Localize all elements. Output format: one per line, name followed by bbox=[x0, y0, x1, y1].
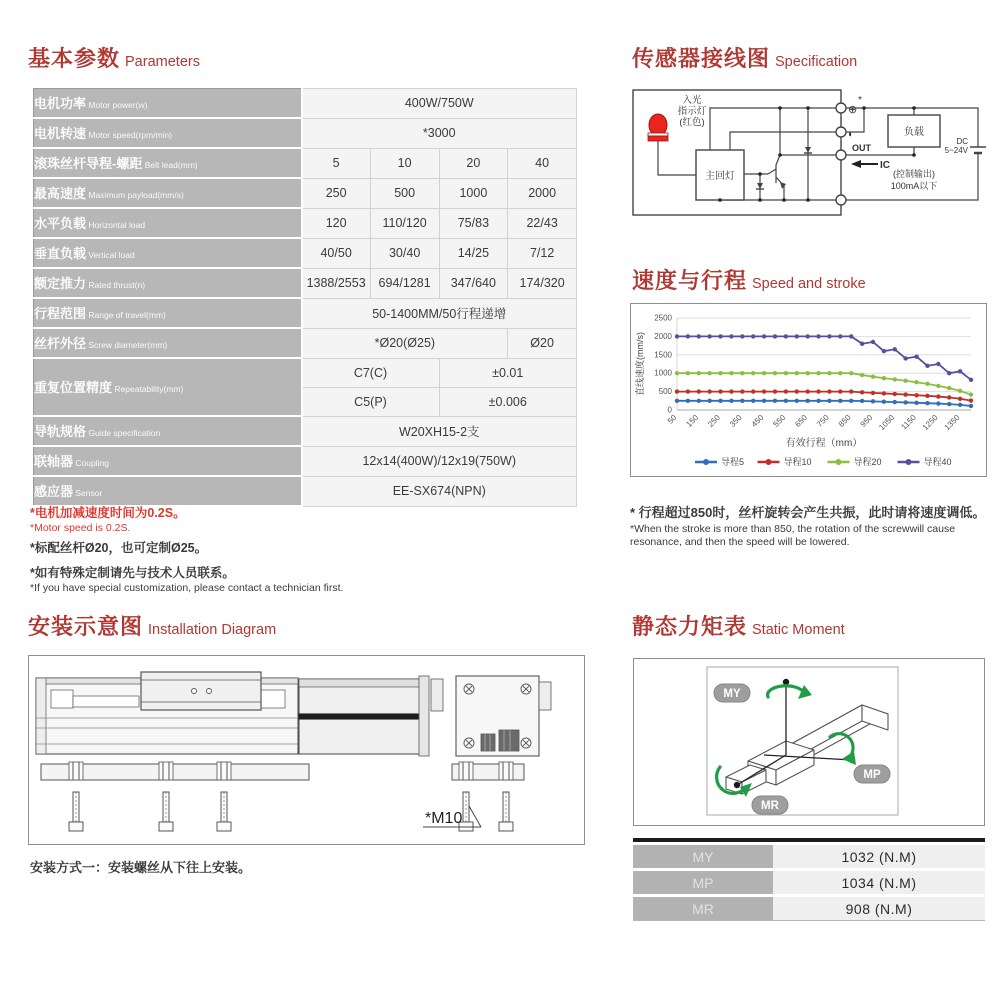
param-cell: 400W/750W bbox=[302, 89, 577, 119]
ic-label: IC bbox=[880, 160, 890, 171]
svg-text:850: 850 bbox=[836, 413, 853, 429]
my-pill-label: MY bbox=[723, 688, 741, 700]
actuator-side-view bbox=[36, 672, 443, 756]
param-cell: 120 bbox=[302, 208, 371, 238]
param-cell: 347/640 bbox=[439, 268, 508, 298]
svg-text:导程20: 导程20 bbox=[853, 457, 882, 467]
wiring-junction-dots bbox=[718, 106, 916, 202]
wiring-title-en: Specification bbox=[775, 54, 858, 70]
svg-text:750: 750 bbox=[815, 413, 831, 429]
param-cell: 40/50 bbox=[302, 238, 371, 268]
installation-section-header bbox=[28, 610, 276, 641]
svg-text:1350: 1350 bbox=[942, 413, 962, 432]
speed-note-en: *When the stroke is more than 850, the rotation of the screwwill cause resonance, and then the speed will be lowered. bbox=[630, 523, 956, 549]
out-label: OUT bbox=[852, 143, 871, 153]
param-row-label: 重复位置精度 Repeatability(mm) bbox=[34, 358, 302, 416]
param-row-label: 水平负载 Horizontal load bbox=[34, 208, 302, 238]
param-cell: 174/320 bbox=[508, 268, 577, 298]
terminal-minus-symbol: ◐ bbox=[848, 129, 855, 140]
speed-stroke-chart-box bbox=[630, 303, 987, 477]
param-cell: 250 bbox=[302, 178, 371, 208]
moment-section-header bbox=[632, 610, 845, 641]
moment-row-name: MP bbox=[633, 871, 773, 894]
param-cell: C7(C) bbox=[302, 358, 440, 387]
led-indicator-icon bbox=[648, 114, 668, 141]
ic-arrow-icon bbox=[851, 160, 878, 168]
moment-title-zh: 静态力矩表 bbox=[632, 614, 748, 639]
param-cell: ±0.006 bbox=[439, 387, 577, 416]
param-row-label: 联轴器 Coupling bbox=[34, 446, 302, 476]
param-cell: 500 bbox=[370, 178, 439, 208]
wiring-section-header bbox=[632, 42, 857, 73]
main-circuit-label: 主回灯 bbox=[705, 171, 735, 182]
param-cell: 110/120 bbox=[370, 208, 439, 238]
parameters-notes bbox=[30, 506, 590, 595]
moment-row-value: 1032 (N.M) bbox=[773, 845, 985, 868]
speed-note-zh: * 行程超过850时，丝杆旋转会产生共振，此时请将速度调低。 bbox=[630, 505, 986, 520]
param-row-label: 感应器 Sensor bbox=[34, 476, 302, 506]
parameters-table-body bbox=[34, 89, 577, 507]
control-output-line1: (控制输出) bbox=[893, 169, 935, 179]
param-row-label: 额定推力 Rated thrust(n) bbox=[34, 268, 302, 298]
speed-notes bbox=[630, 505, 990, 550]
installation-diagram-svg bbox=[29, 656, 583, 843]
param-table-row bbox=[34, 328, 577, 358]
param-row-label: 行程范围 Range of travel(mm) bbox=[34, 298, 302, 328]
svg-text:1050: 1050 bbox=[877, 413, 897, 432]
param-row-label: 电机功率 Motor power(w) bbox=[34, 89, 302, 119]
param-row-label: 垂直负载 Vertical load bbox=[34, 238, 302, 268]
note-screw-zh: *标配丝杆Ø20，也可定制Ø25。 bbox=[30, 540, 208, 555]
param-cell: 30/40 bbox=[370, 238, 439, 268]
param-table-row bbox=[34, 268, 577, 298]
param-cell: 10 bbox=[370, 148, 439, 178]
param-cell: *3000 bbox=[302, 118, 577, 148]
param-row-label: 丝杆外径 Screw diameter(mm) bbox=[34, 328, 302, 358]
param-cell: 14/25 bbox=[439, 238, 508, 268]
chart-x-ticklabels bbox=[666, 413, 962, 432]
param-row-label: 滚珠丝杆导程-螺距 Belt lead(mm) bbox=[34, 148, 302, 178]
dc-label-line1: DC bbox=[956, 137, 968, 146]
svg-text:50: 50 bbox=[665, 413, 679, 426]
note-motor-accel-zh: *电机加减速度时间为0.2S。 bbox=[30, 506, 186, 520]
param-row-label: 最高速度 Maximum payload(mm/s) bbox=[34, 178, 302, 208]
parameters-title-en: Parameters bbox=[125, 54, 200, 70]
moment-table-row bbox=[633, 897, 985, 920]
moment-table-row bbox=[633, 845, 985, 868]
chart-series-导程5 bbox=[675, 399, 973, 409]
param-cell: 694/1281 bbox=[370, 268, 439, 298]
terminal-star: * bbox=[858, 95, 862, 106]
wiring-diode-symbols bbox=[756, 147, 812, 189]
chart-legend bbox=[695, 457, 952, 467]
param-cell: 20 bbox=[439, 148, 508, 178]
led-label-line2: 指示灯 bbox=[677, 106, 707, 117]
param-row-label: 电机转速 Motor speed(rpm/min) bbox=[34, 118, 302, 148]
chart-ylabel: 直线速度(mm/s) bbox=[635, 332, 645, 396]
svg-text:500: 500 bbox=[658, 387, 672, 397]
param-cell: 50-1400MM/50行程递增 bbox=[302, 298, 577, 328]
wiring-title-zh: 传感器接线图 bbox=[632, 46, 771, 71]
svg-text:2500: 2500 bbox=[654, 313, 672, 323]
param-cell: 7/12 bbox=[508, 238, 577, 268]
svg-text:0: 0 bbox=[667, 405, 672, 415]
led-label-line3: (红色) bbox=[679, 117, 705, 128]
param-cell: *Ø20(Ø25) bbox=[302, 328, 508, 358]
param-table-row bbox=[34, 416, 577, 446]
parameters-title-zh: 基本参数 bbox=[28, 46, 121, 71]
param-row-label: 导轨规格 Guide specification bbox=[34, 416, 302, 446]
svg-text:1500: 1500 bbox=[654, 350, 672, 360]
svg-text:550: 550 bbox=[771, 413, 788, 429]
param-cell: 12x14(400W)/12x19(750W) bbox=[302, 446, 577, 476]
param-cell: C5(P) bbox=[302, 387, 440, 416]
speed-chart-svg bbox=[631, 304, 983, 473]
speed-section-header bbox=[632, 264, 866, 295]
parameters-section-header bbox=[28, 42, 200, 73]
chart-grid bbox=[654, 314, 971, 415]
speed-title-zh: 速度与行程 bbox=[632, 268, 748, 293]
chart-xlabel: 有效行程（mm） bbox=[785, 438, 863, 449]
param-cell: EE-SX674(NPN) bbox=[302, 476, 577, 506]
moment-title-en: Static Moment bbox=[752, 622, 845, 638]
svg-text:1250: 1250 bbox=[920, 413, 940, 432]
svg-text:导程10: 导程10 bbox=[783, 457, 812, 467]
led-label-line1: 入光 bbox=[682, 95, 702, 106]
param-cell: Ø20 bbox=[508, 328, 577, 358]
param-cell: 75/83 bbox=[439, 208, 508, 238]
note-custom-zh: *如有特殊定制请先与技术人员联系。 bbox=[30, 566, 235, 581]
speed-title-en: Speed and stroke bbox=[752, 276, 866, 292]
installation-caption: 安装方式一：安装螺丝从下往上安装。 bbox=[30, 860, 252, 875]
param-table-row bbox=[34, 446, 577, 476]
moment-table bbox=[633, 838, 985, 921]
param-cell: 22/43 bbox=[508, 208, 577, 238]
param-cell: 40 bbox=[508, 148, 577, 178]
param-cell: 2000 bbox=[508, 178, 577, 208]
param-table-row bbox=[34, 358, 577, 387]
param-table-row bbox=[34, 89, 577, 119]
svg-text:1150: 1150 bbox=[899, 413, 918, 432]
sensor-wiring-diagram bbox=[630, 85, 988, 221]
svg-text:150: 150 bbox=[684, 413, 701, 429]
dc-label-line2: 5~24V bbox=[944, 146, 968, 155]
terminal-plus-symbol: ⊕ bbox=[848, 104, 858, 116]
m10-label: *M10 bbox=[425, 810, 463, 827]
installation-title-zh: 安装示意图 bbox=[28, 614, 144, 639]
param-table-row bbox=[34, 476, 577, 506]
param-table-row bbox=[34, 238, 577, 268]
parameters-table bbox=[33, 88, 577, 507]
svg-text:450: 450 bbox=[749, 413, 766, 429]
moment-row-value: 908 (N.M) bbox=[773, 897, 985, 920]
moment-diagram-svg bbox=[634, 659, 983, 824]
moment-row-value: 1034 (N.M) bbox=[773, 871, 985, 894]
param-cell: ±0.01 bbox=[439, 358, 577, 387]
moment-row-name: MR bbox=[633, 897, 773, 920]
param-cell: W20XH15-2支 bbox=[302, 416, 577, 446]
param-cell: 5 bbox=[302, 148, 371, 178]
svg-text:350: 350 bbox=[727, 413, 744, 429]
param-cell: 1388/2553 bbox=[302, 268, 371, 298]
moment-diagram-box bbox=[633, 658, 985, 826]
note-motor-accel-en: *Motor speed is 0.2S. bbox=[30, 521, 131, 534]
note-custom-en: *If you have special customization, please contact a technician first. bbox=[30, 582, 344, 594]
moment-table-row bbox=[633, 871, 985, 894]
svg-text:2000: 2000 bbox=[654, 331, 672, 341]
actuator-end-view bbox=[456, 676, 551, 756]
param-cell: 1000 bbox=[439, 178, 508, 208]
param-table-row bbox=[34, 118, 577, 148]
svg-text:导程40: 导程40 bbox=[923, 457, 952, 467]
installation-title-en: Installation Diagram bbox=[148, 622, 277, 638]
svg-text:导程5: 导程5 bbox=[721, 457, 745, 467]
moment-row-name: MY bbox=[633, 845, 773, 868]
param-table-row bbox=[34, 178, 577, 208]
svg-text:950: 950 bbox=[858, 413, 875, 429]
param-table-row bbox=[34, 298, 577, 328]
control-output-line2: 100mA以下 bbox=[890, 181, 938, 191]
mp-pill-label: MP bbox=[863, 769, 881, 781]
param-table-row bbox=[34, 208, 577, 238]
installation-diagram-box bbox=[28, 655, 585, 845]
svg-text:250: 250 bbox=[706, 413, 722, 429]
param-table-row bbox=[34, 148, 577, 178]
svg-text:650: 650 bbox=[793, 413, 810, 429]
mr-pill-label: MR bbox=[761, 800, 779, 812]
svg-text:1000: 1000 bbox=[654, 368, 672, 378]
load-label: 负载 bbox=[904, 127, 924, 138]
